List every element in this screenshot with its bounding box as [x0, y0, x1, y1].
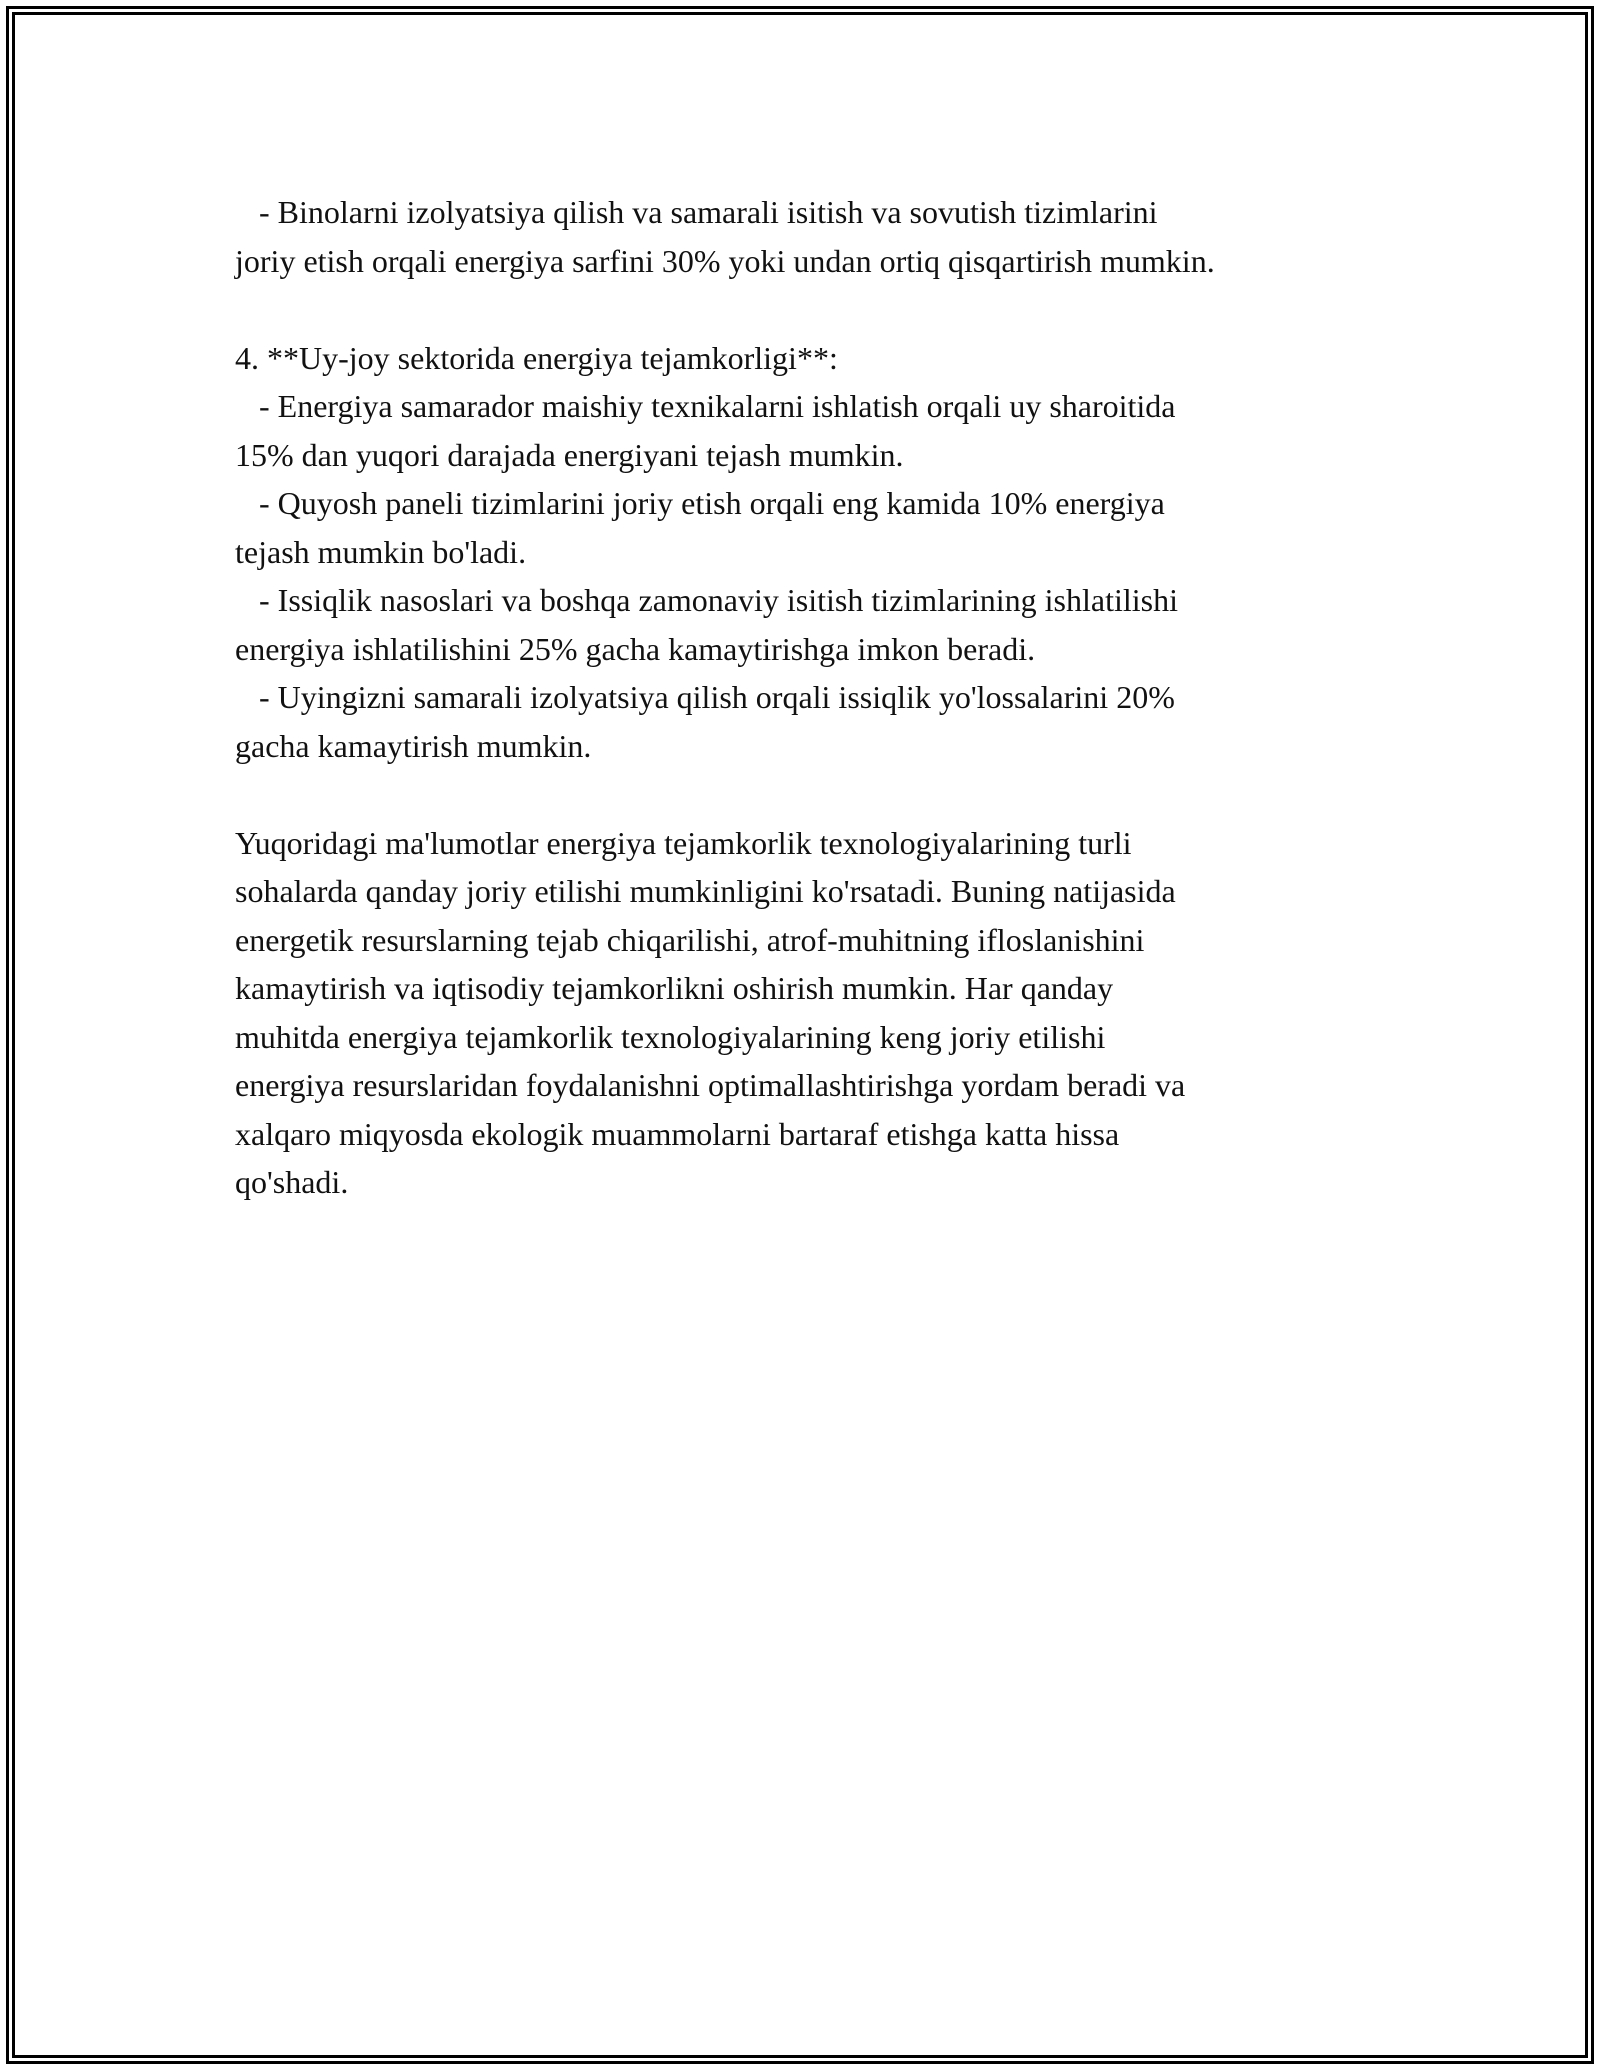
text-line: 15% dan yuqori darajada energiyani tejash mumkin.	[235, 436, 904, 473]
text-line: - Uyingizni samarali izolyatsiya qilish orqali issiqlik yo'lossalarini 20%	[235, 679, 1175, 715]
paragraph-buildings-insulation	[235, 188, 1415, 285]
paragraph-spacer	[235, 285, 1415, 334]
section-heading: 4. **Uy-joy sektorida energiya tejamkorligi**:	[235, 339, 838, 376]
text-line: joriy etish orqali energiya sarfini 30% yoki undan ortiq qisqartirish mumkin.	[235, 242, 1215, 279]
text-line: energiya resurslaridan foydalanishni optimallashtirishga yordam beradi va	[235, 1067, 1186, 1103]
paragraph-spacer	[235, 770, 1415, 819]
text-line: - Issiqlik nasoslari va boshqa zamonaviy isitish tizimlarining ishlatilishi	[235, 582, 1178, 618]
paragraph-conclusion	[235, 819, 1415, 1207]
text-line: energiya ishlatilishini 25% gacha kamaytirishga imkon beradi.	[235, 630, 1036, 667]
text-line: muhitda energiya tejamkorlik texnologiyalarining keng joriy etilishi	[235, 1018, 1106, 1055]
text-line: energetik resurslarning tejab chiqarilishi, atrof-muhitning ifloslanishini	[235, 921, 1145, 958]
document-body	[235, 188, 1415, 1207]
text-line: Yuqoridagi ma'lumotlar energiya tejamkorlik texnologiyalarining turli	[235, 824, 1132, 861]
text-line: - Binolarni izolyatsiya qilish va samarali isitish va sovutish tizimlarini	[235, 194, 1158, 230]
text-line: kamaytirish va iqtisodiy tejamkorlikni oshirish mumkin. Har qanday	[235, 970, 1114, 1006]
text-line: gacha kamaytirish mumkin.	[235, 727, 592, 764]
text-line: xalqaro miqyosda ekologik muammolarni bartaraf etishga katta hissa	[235, 1115, 1120, 1152]
text-line: qo'shadi.	[235, 1164, 349, 1200]
text-line: - Energiya samarador maishiy texnikalarni ishlatish orqali uy sharoitida	[235, 388, 1176, 424]
text-line: - Quyosh paneli tizimlarini joriy etish orqali eng kamida 10% energiya	[235, 485, 1165, 521]
text-line: sohalarda qanday joriy etilishi mumkinligini ko'rsatadi. Buning natijasida	[235, 873, 1176, 909]
section-housing-energy-saving	[235, 334, 1415, 771]
text-line: tejash mumkin bo'ladi.	[235, 533, 527, 570]
